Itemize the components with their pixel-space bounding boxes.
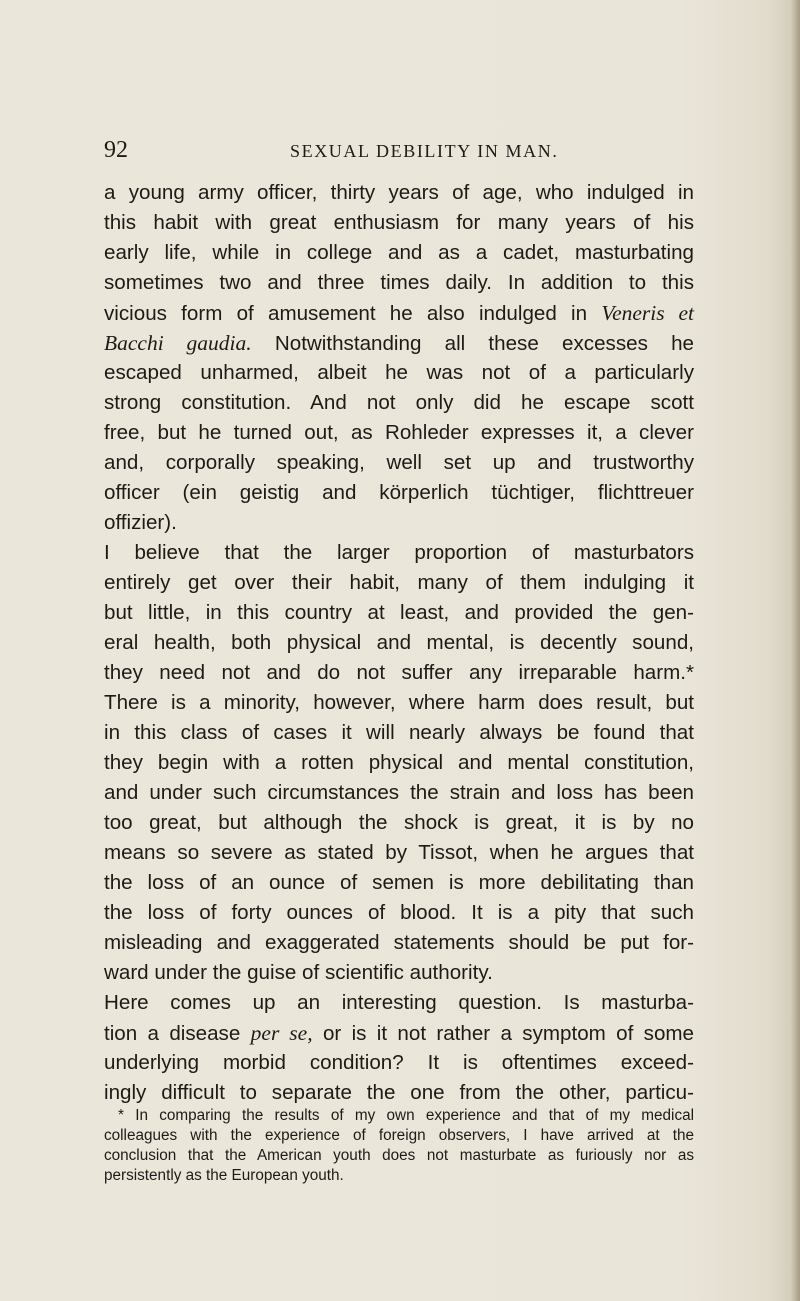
text-line: underlying morbid condition? It is oftentimes exceed- [104, 1051, 694, 1074]
text-line: this habit with great enthusiasm for many years of his [104, 211, 694, 234]
footnote [104, 1106, 694, 1186]
text-segment: Notwithstanding all these excesses he [274, 332, 694, 355]
page-header [104, 138, 689, 162]
text-line: they need not and do not suffer any irreparable harm.* [104, 661, 694, 684]
text-line [104, 298, 694, 328]
text-line: misleading and exaggerated statements should be put for- [104, 931, 694, 954]
text-line: a young army officer, thirty years of age, who indulged in [104, 181, 694, 204]
text-line: ingly difficult to separate the one from the other, particu- [104, 1081, 694, 1104]
text-segment: tion a disease [104, 1022, 241, 1045]
text-line: Here comes up an interesting question. Is masturba- [104, 991, 694, 1014]
text-line: strong constitution. And not only did he escape scott [104, 391, 694, 414]
text-segment: or is it not rather a symptom of some [322, 1022, 694, 1045]
footnote-line: * In comparing the results of my own experience and that of my medical [118, 1107, 694, 1124]
text-line: I believe that the larger proportion of masturbators [104, 541, 694, 564]
text-line: eral health, both physical and mental, is decently sound, [104, 631, 694, 654]
text-line: too great, but although the shock is great, it is by no [104, 811, 694, 834]
text-line: escaped unharmed, albeit he was not of a particularly [104, 361, 694, 384]
footnote-line: persistently as the European youth. [104, 1167, 344, 1184]
text-line: free, but he turned out, as Rohleder expresses it, a clever [104, 421, 694, 444]
italic-phrase: per se, [250, 1021, 313, 1045]
text-line [104, 328, 694, 358]
running-title: SEXUAL DEBILITY IN MAN. [290, 141, 559, 161]
text-line: in this class of cases it will nearly always be found that [104, 721, 694, 744]
text-line: officer (ein geistig and körperlich tüchtiger, flichttreuer [104, 481, 694, 504]
text-line: means so severe as stated by Tissot, when he argues that [104, 841, 694, 864]
text-line: the loss of an ounce of semen is more debilitating than [104, 871, 694, 894]
text-segment: vicious form of amusement he also indulged in [104, 302, 588, 325]
text-line: There is a minority, however, where harm does result, but [104, 691, 694, 714]
footnote-line: colleagues with the experience of foreign observers, I have arrived at the [104, 1127, 694, 1144]
page-number: 92 [104, 137, 128, 163]
italic-phrase: Bacchi gaudia. [104, 331, 252, 355]
italic-phrase: Veneris et [601, 301, 694, 325]
text-line: and under such circumstances the strain and loss has been [104, 781, 694, 804]
text-line: they begin with a rotten physical and mental constitution, [104, 751, 694, 774]
page-edge [790, 0, 800, 1301]
body-text [104, 178, 694, 1108]
text-line: early life, while in college and as a cadet, masturbating [104, 241, 694, 264]
text-line: ward under the guise of scientific authority. [104, 961, 493, 984]
text-line: sometimes two and three times daily. In addition to this [104, 271, 694, 294]
text-line: offizier). [104, 511, 177, 534]
text-line: and, corporally speaking, well set up and trustworthy [104, 451, 694, 474]
footnote-line: conclusion that the American youth does not masturbate as furiously nor as [104, 1147, 694, 1164]
text-line [104, 1018, 694, 1048]
text-line: the loss of forty ounces of blood. It is a pity that such [104, 901, 694, 924]
text-line: but little, in this country at least, and provided the gen- [104, 601, 694, 624]
text-line: entirely get over their habit, many of them indulging it [104, 571, 694, 594]
